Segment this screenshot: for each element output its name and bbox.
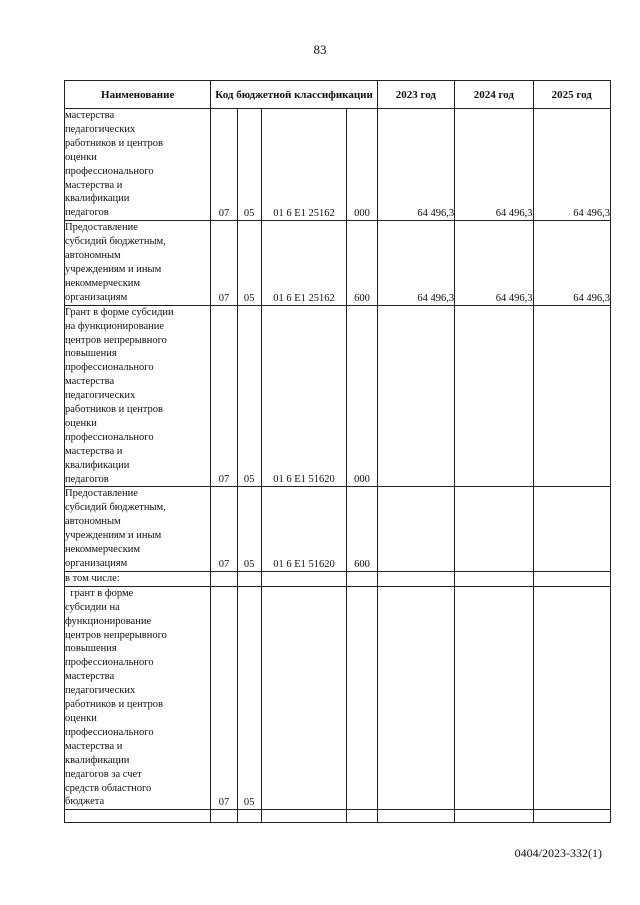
row-name-line: функционирование [65,615,152,627]
row-name-line: центров непрерывного [65,629,167,641]
row-name-line: автономным [65,250,121,262]
amount-2024-cell [455,571,533,586]
section-code-cell: 07 [211,487,237,571]
row-name-line: некоммерческим [65,544,141,556]
row-name-line: центров непрерывного [65,334,167,346]
table-row [65,571,611,586]
empty-cell [455,810,533,823]
row-name-line: мастерства и [65,740,123,752]
empty-cell [211,810,237,823]
section-code-cell [211,571,237,586]
row-name-line: мастерства и [65,445,123,457]
table-row [65,221,611,305]
page-number: 83 [313,42,327,57]
row-name-line: Грант в форме субсидии [65,306,174,318]
row-name-line: оценки [65,712,97,724]
table-row [65,305,611,487]
row-name-line: работников и центров [65,404,163,416]
subsection-code-cell [237,571,261,586]
row-name-line: мастерства [65,110,115,121]
header-year-2023: 2023 год [377,81,454,109]
target-article-cell [261,586,347,810]
table-row-empty [65,810,611,823]
row-name-cell [65,571,211,586]
expense-type-cell [347,586,377,810]
row-name-line: повышения [65,643,117,655]
row-name-line: педагогических [65,390,136,402]
row-name-line: профессионального [65,431,154,443]
row-name-line: повышения [65,348,117,360]
amount-2025-cell [533,571,610,586]
amount-2025-cell: 64 496,3 [533,221,610,305]
target-article-cell [261,571,347,586]
row-name-line: работников и центров [65,699,163,711]
expense-type-cell: 000 [347,109,377,221]
row-name-line: субсидии на [65,601,120,613]
row-name-line: мастерства [65,671,115,683]
amount-2024-cell [455,586,533,810]
header-year-2024: 2024 год [455,81,533,109]
amount-2023-cell [377,586,454,810]
amount-2025-cell: 64 496,3 [533,109,610,221]
target-article-cell: 01 6 E1 51620 [261,305,347,487]
row-name-line: профессионального [65,362,154,374]
amount-2023-cell: 64 496,3 [377,221,454,305]
empty-cell [261,810,347,823]
row-name-line: некоммерческим [65,277,141,289]
section-code-cell: 07 [211,109,237,221]
subsection-code-cell: 05 [237,305,261,487]
row-name-cell [65,305,211,487]
row-name-line: квалификации [65,754,130,766]
amount-2023-cell [377,305,454,487]
target-article-cell: 01 6 E1 25162 [261,221,347,305]
row-name-line: педагогов за счет [65,768,142,780]
table-row [65,487,611,571]
subsection-code-cell: 05 [237,221,261,305]
row-name-line: учреждениям и иным [65,263,162,275]
amount-2024-cell: 64 496,3 [455,109,533,221]
document-code: 0404/2023-332(1) [514,846,602,860]
row-name-line: мастерства [65,376,115,388]
expense-type-cell [347,571,377,586]
empty-cell [65,810,211,823]
subsection-code-cell: 05 [237,586,261,810]
row-name-cell [65,487,211,571]
subsection-code-cell: 05 [237,109,261,221]
row-name-line: субсидий бюджетным, [65,236,166,248]
row-name-line: профессионального [65,726,154,738]
row-name-line: Предоставление [65,222,138,234]
table-row [65,109,611,221]
row-name-line: автономным [65,516,121,528]
table-row [65,586,611,810]
row-name-line: работников и центров [65,137,163,149]
expense-type-cell: 000 [347,305,377,487]
expense-type-cell: 600 [347,221,377,305]
row-name-cell [65,221,211,305]
amount-2025-cell [533,305,610,487]
header-name: Наименование [65,81,211,109]
row-name-line: педагогов [65,473,109,485]
amount-2024-cell: 64 496,3 [455,221,533,305]
row-name-line: мастерства и [65,179,123,191]
section-code-cell: 07 [211,586,237,810]
section-code-cell: 07 [211,221,237,305]
header-budget-code: Код бюджетной классификации [211,81,377,109]
amount-2023-cell: 64 496,3 [377,109,454,221]
amount-2023-cell [377,487,454,571]
row-name-line: на функционирование [65,320,165,332]
amount-2025-cell [533,586,610,810]
target-article-cell: 01 6 E1 25162 [261,109,347,221]
table-header-row [65,81,611,109]
row-name-line: квалификации [65,459,130,471]
row-name-line: оценки [65,151,97,163]
budget-table [64,80,611,823]
empty-cell [533,810,610,823]
row-name-line: педагогических [65,685,136,697]
subsection-code-cell: 05 [237,487,261,571]
empty-cell [347,810,377,823]
amount-2024-cell [455,305,533,487]
row-name-cell [65,109,211,221]
row-name-line: в том числе: [65,572,120,584]
row-name-line: Предоставление [65,488,138,500]
row-name-line: оценки [65,417,97,429]
row-name-line: средств областного [65,782,152,794]
row-name-line: профессионального [65,657,154,669]
target-article-cell: 01 6 E1 51620 [261,487,347,571]
amount-2025-cell [533,487,610,571]
empty-cell [377,810,454,823]
row-name-line: бюджета [65,796,105,808]
amount-2023-cell [377,571,454,586]
expense-type-cell: 600 [347,487,377,571]
amount-2024-cell [455,487,533,571]
row-name-line: профессионального [65,165,154,177]
row-name-line: квалификации [65,193,130,205]
row-name-line: организациям [65,291,128,303]
row-name-line: педагогов [65,207,109,219]
row-name-line: субсидий бюджетным, [65,502,166,514]
row-name-line: учреждениям и иным [65,530,162,542]
empty-cell [237,810,261,823]
row-name-line: педагогических [65,123,136,135]
row-name-line: организациям [65,558,128,569]
row-name-line: грант в форме [65,587,134,599]
section-code-cell: 07 [211,305,237,487]
header-year-2025: 2025 год [533,81,610,109]
row-name-cell [65,586,211,810]
